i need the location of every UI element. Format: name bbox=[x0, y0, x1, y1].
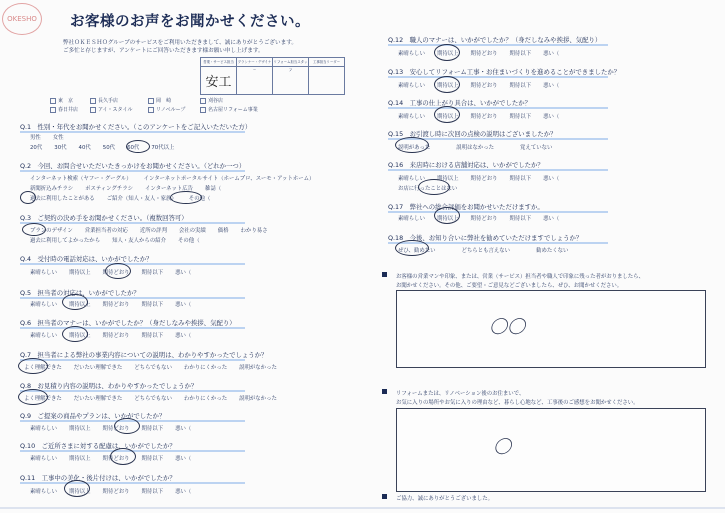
area-option[interactable]: アイ・スタイル bbox=[90, 106, 132, 113]
answer-options[interactable]: 素晴らしい 期待以上 期待どおり 期待以下 悪い（ bbox=[398, 51, 560, 57]
question-underline bbox=[20, 297, 245, 299]
footer-text: ご協力、誠にありがとうございました。 bbox=[396, 496, 494, 502]
answer-options[interactable]: よく理解できた だいたい理解できた どちらでもない わかりにくかった 説明がなかった bbox=[24, 396, 277, 402]
answer-circle bbox=[170, 191, 202, 204]
answer-circle bbox=[434, 44, 460, 61]
answer-options[interactable]: ぜひ、勧めたい どちらとも言えない 勧めたくない bbox=[398, 248, 569, 254]
staff-header: 工事担当リーダー bbox=[309, 58, 344, 67]
answer-options[interactable]: プランのデザイン 営業担当者の対応 近所の評判 会社の実績 価格 わかり易さ bbox=[30, 228, 268, 234]
answer-options[interactable]: 素晴らしい 期待以上 期待どおり 期待以下 悪い（ bbox=[398, 83, 560, 89]
answer-circle bbox=[110, 448, 136, 465]
section-marker bbox=[382, 494, 387, 499]
answer-options[interactable]: 男性 女性 bbox=[30, 135, 64, 141]
area-option[interactable]: 刈谷店 bbox=[200, 97, 223, 104]
comment-prompt-2: お気に入りの場所やお気に入りの理由など、暮らし心地など、工事後のご感想をお聞かせください。 bbox=[396, 400, 639, 406]
question-label: Q.1 性別・年代をお聞かせください。（このアンケートをご記入いただいた方） bbox=[20, 123, 252, 131]
answer-options[interactable]: 素晴らしい 期待以上 期待どおり 期待以下 悪い（ bbox=[30, 302, 192, 308]
comment-prompt-2: お聞かせください。その他、ご要望・ご意見などございましたら、ぜひ、お聞かせください。 bbox=[396, 283, 623, 289]
bottom-divider bbox=[0, 507, 725, 509]
area-option[interactable]: 岡 崎 bbox=[148, 97, 171, 104]
page-title: お客様のお声をお聞かせください。 bbox=[70, 14, 310, 30]
question-underline bbox=[388, 169, 608, 171]
area-option[interactable]: 長久手店 bbox=[90, 97, 118, 104]
area-option[interactable]: リノベループ bbox=[148, 106, 185, 113]
question-label: Q.9 ご提案の商品やプランは、いかがでしたか？ bbox=[20, 412, 166, 420]
question-underline bbox=[388, 211, 608, 213]
answer-circle bbox=[105, 263, 131, 279]
question-label: Q.14 工事の仕上がり具合は、いかがでしたか？ bbox=[388, 99, 532, 107]
answer-options[interactable]: 新聞折込みチラシ ポスティングチラシ インターネット広告 雑誌（ bbox=[30, 186, 222, 192]
answer-circle bbox=[18, 358, 48, 374]
answer-circle bbox=[62, 294, 88, 310]
answer-circle bbox=[62, 326, 88, 342]
question-label: Q.10 ご近所さまに対する配慮は、いかがでしたか？ bbox=[20, 442, 176, 450]
staff-cell bbox=[237, 58, 273, 94]
question-label: Q.17 弊社への総合評価をお聞かせいただけますか。 bbox=[388, 203, 544, 211]
question-label: Q.11 工事中の美化・後片付けは、いかがでしたか？ bbox=[20, 474, 176, 482]
answer-circle bbox=[18, 389, 48, 405]
staff-header: リフォーム担当スタッフ bbox=[273, 60, 308, 72]
staff-cell bbox=[273, 58, 309, 94]
question-label: Q.7 担当者による弊社の事業内容についての説明は、わかりやすかったでしょうか？ bbox=[20, 351, 268, 359]
staff-cell bbox=[309, 58, 344, 94]
answer-options[interactable]: 素晴らしい 期待以上 期待どおり 期待以下 悪い（ bbox=[30, 456, 192, 462]
answer-options[interactable]: 素晴らしい 期待以上 期待どおり 期待以下 悪い（ bbox=[30, 426, 192, 432]
staff-cell bbox=[201, 58, 237, 94]
area-option[interactable]: 名古屋リフォーム事業 bbox=[200, 106, 258, 113]
question-label: Q.2 今回、お問合せいただいたきっかけをお聞かせください。（どれか一つ） bbox=[20, 162, 246, 170]
intro-text-2: ご多忙と存じますが、アンケートにご回答いただきます様お願い申し上げます。 bbox=[63, 48, 264, 54]
area-option[interactable]: 東 京 bbox=[50, 97, 73, 104]
question-underline bbox=[20, 482, 245, 484]
answer-circle bbox=[114, 418, 140, 434]
question-label: Q.3 ご契約の決め手をお聞かせください。（複数回答可） bbox=[20, 214, 188, 222]
question-underline bbox=[20, 359, 245, 361]
answer-options[interactable]: よく理解できた だいたい理解できた どちらでもない わかりにくかった 説明がなかった bbox=[24, 365, 277, 371]
staff-value[interactable]: 安工 bbox=[205, 75, 232, 90]
comment-box[interactable] bbox=[396, 408, 706, 492]
area-option[interactable]: 春日井店 bbox=[50, 106, 78, 113]
question-label: Q.5 担当者の対応は、いかがでしたか？ bbox=[20, 289, 140, 297]
answer-circle bbox=[434, 106, 460, 123]
comment-prompt-1: リフォームまたは、リノベーション後のお住まいで、 bbox=[396, 391, 525, 397]
question-label: Q.12 職人のマナーは、いかがでしたか？（身だしなみや挨拶、気配り） bbox=[388, 36, 602, 44]
question-underline bbox=[20, 327, 245, 329]
question-label: Q.8 お見積り内容の説明は、わかりやすかったでしょうか？ bbox=[20, 382, 198, 390]
answer-options[interactable]: 素晴らしい 期待以上 期待どおり 期待以下 悪い（ bbox=[30, 489, 192, 495]
comment-box[interactable] bbox=[396, 290, 706, 368]
answer-options[interactable]: 20代 30代 40代 50代 60代 70代以上 bbox=[30, 145, 175, 151]
company-logo: OKESHO bbox=[2, 3, 42, 35]
answer-circle bbox=[434, 207, 460, 224]
handwriting: 〇〇 bbox=[489, 317, 525, 338]
intro-text-1: 弊社ＯＫＥＳＨＯグループのサービスをご利用いただきまして、誠にありがとうございます。 bbox=[63, 40, 297, 46]
answer-options[interactable]: 素晴らしい 期待以上 期待どおり 期待以下 悪い（ bbox=[398, 176, 560, 182]
answer-circle bbox=[434, 76, 460, 93]
answer-options[interactable]: 素晴らしい 期待以上 期待どおり 期待以下 悪い（ bbox=[30, 333, 192, 339]
answer-options[interactable]: 過去に利用したことがある ご紹介（知人・友人・家族） その他（ bbox=[30, 196, 211, 202]
answer-circle bbox=[126, 140, 150, 153]
answer-circle bbox=[22, 223, 46, 236]
staff-table bbox=[200, 57, 345, 95]
question-label: Q.18 今後、お知り合いに弊社を勧めていただけますでしょうか？ bbox=[388, 234, 583, 242]
question-underline bbox=[20, 170, 245, 172]
answer-circle bbox=[395, 240, 429, 256]
handwriting: 〇 bbox=[493, 437, 511, 458]
section-marker bbox=[382, 272, 387, 277]
answer-options[interactable]: 過去に利用してよかったから 知人・友人からの紹介 その他（ bbox=[30, 238, 200, 244]
answer-options[interactable]: インターネット検索（ヤフー・グーグル） インターネットポータルサイト（ホームプロ、スーモ・アットホーム） bbox=[30, 176, 315, 182]
question-label: Q.16 来店時における店舗対応は、いかがでしたか？ bbox=[388, 161, 544, 169]
answer-circle bbox=[418, 179, 450, 195]
staff-header: プランナー・デザイナー bbox=[237, 60, 272, 72]
answer-circle bbox=[64, 480, 90, 497]
question-label: Q.13 安心してリフォーム工事・お住まいづくりを進めることができましたか？ bbox=[388, 68, 621, 76]
question-label: Q.6 担当者のマナーは、いかがでしたか？（身だしなみや挨拶、気配り） bbox=[20, 319, 236, 327]
question-label: Q.4 受付時の電話対応は、いかがでしたか？ bbox=[20, 255, 153, 263]
question-underline bbox=[20, 263, 245, 265]
question-underline bbox=[388, 44, 608, 46]
question-underline bbox=[20, 222, 245, 224]
answer-options[interactable]: 素晴らしい 期待以上 期待どおり 期待以下 悪い（ bbox=[398, 216, 560, 222]
question-underline bbox=[388, 107, 608, 109]
comment-prompt-1: お客様の営業マンや印象、または、営業（サービス）担当者や職人で印象に残った者がおりましたら、 bbox=[396, 274, 644, 280]
answer-options[interactable]: 素晴らしい 期待以上 期待どおり 期待以下 悪い（ bbox=[398, 114, 560, 120]
answer-options[interactable]: お店に行ったことはない bbox=[398, 186, 458, 192]
question-label: Q.15 お引渡し時に次回の点検の説明はございましたか？ bbox=[388, 130, 557, 138]
answer-options[interactable]: 説明があった 説明はなかった 覚えていない bbox=[398, 145, 553, 151]
question-underline bbox=[20, 390, 245, 392]
question-underline bbox=[388, 76, 608, 78]
staff-header: 営業・サービス担当 bbox=[201, 58, 236, 67]
answer-circle bbox=[20, 191, 36, 204]
answer-circle bbox=[395, 137, 429, 153]
answer-options[interactable]: 素晴らしい 期待以上 期待どおり 期待以下 悪い（ bbox=[30, 270, 192, 276]
section-marker bbox=[382, 389, 387, 394]
